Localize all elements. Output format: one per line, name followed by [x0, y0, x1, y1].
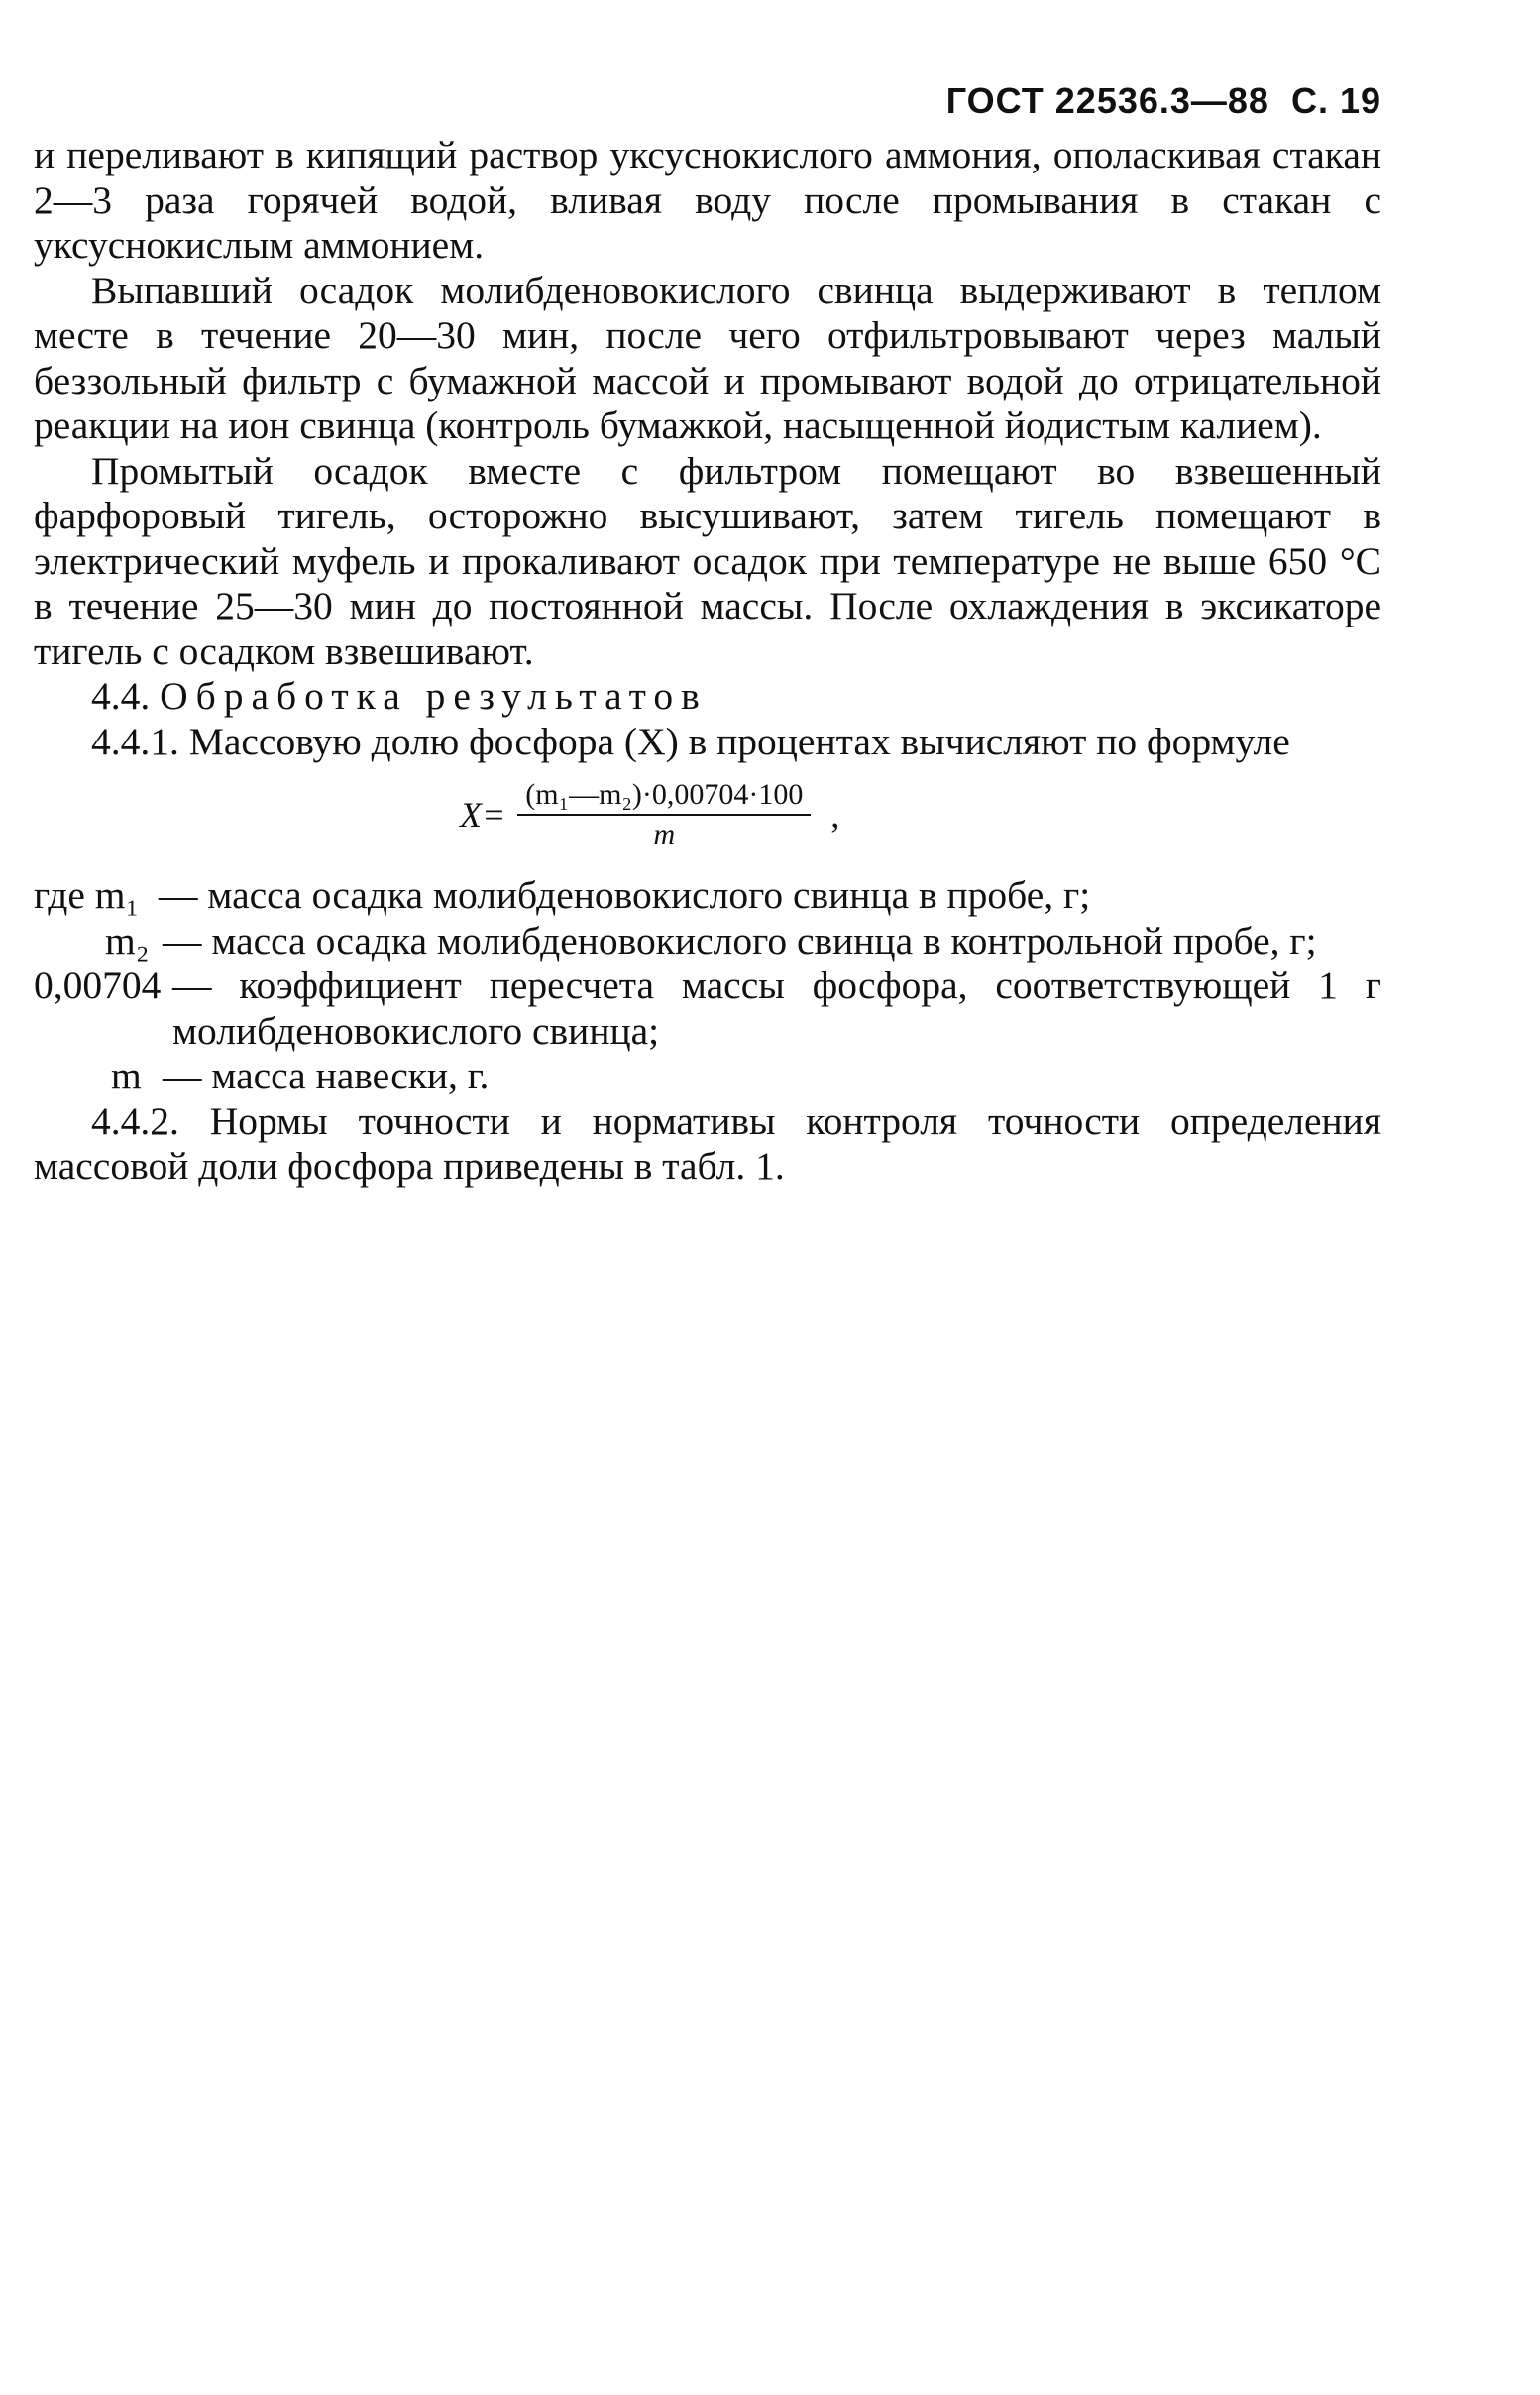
formula-tail: ,	[830, 795, 840, 835]
definition-row	[34, 1054, 1381, 1099]
formula-lhs: X=	[460, 795, 506, 835]
page-header	[34, 69, 1381, 133]
formula-numerator: (m₁—m₂)·0,00704·100	[517, 778, 811, 816]
document-page	[34, 69, 1381, 1190]
formula-denominator: m	[653, 818, 676, 851]
definition-text: — масса осадка молибденовокислого свинца в пробе, г;	[159, 873, 1091, 917]
section-heading	[34, 674, 1381, 720]
subsection-4-4-2: 4.4.2. Нормы точности и нормативы контроля точности определения массовой доли фосфора приведены в табл. 1.	[34, 1098, 1381, 1188]
definition-text: — коэффициент пересчета массы фосфора, соответствующей 1 г молибденовокислого свинца;	[172, 964, 1381, 1053]
paragraph-washed-precipitate: Промытый осадок вместе с фильтром помещают во взвешенный фарфоровый тигель, осторожно высушивают, затем тигель помещают в электрический муфель и прокаливают осадок при температуре не выше 650 °С в течение 25—30 мин до постоянной массы. После охлаждения в эксикаторе тигель с осадком взвешивают.	[34, 448, 1381, 673]
definition-row	[34, 873, 1381, 919]
paragraph-continuation: и переливают в кипящий раствор уксуснокислого аммония, ополаскивая стакан 2—3 раза горячей водой, вливая воду после промывания в стакан с уксуснокислым аммонием.	[34, 133, 1381, 267]
definition-symbol: 0,00704	[34, 964, 162, 1007]
definition-row	[34, 919, 1381, 965]
section-number: 4.4.	[91, 674, 151, 718]
subsection-4-4-1: 4.4.1. Массовую долю фосфора (X) в процентах вычисляют по формуле	[91, 719, 1290, 763]
definition-symbol: m	[111, 1054, 142, 1097]
standard-number: ГОСТ 22536.3—88	[945, 80, 1269, 121]
definition-row	[34, 964, 1381, 1054]
formula	[460, 778, 839, 852]
page-number: С. 19	[1290, 80, 1381, 121]
formula-block	[34, 764, 1381, 873]
paragraph-precipitate: Выпавший осадок молибденовокислого свинца выдерживают в теплом месте в течение 20—30 мин, после чего отфильтровывают через малый беззольный фильтр с бумажной массой и промывают водой до отрицательной реакции на ион свинца (контроль бумажкой, насыщенной йодистым калием).	[34, 268, 1381, 447]
definition-symbol: где m₁	[34, 873, 140, 917]
definition-text: — масса осадка молибденовокислого свинца в контрольной пробе, г;	[163, 918, 1317, 963]
section-title: Обработка результатов	[160, 674, 708, 718]
definition-text: — масса навески, г.	[163, 1054, 490, 1097]
formula-fraction	[517, 778, 811, 852]
definition-symbol: m₂	[105, 918, 150, 963]
definitions-list	[34, 873, 1381, 1099]
